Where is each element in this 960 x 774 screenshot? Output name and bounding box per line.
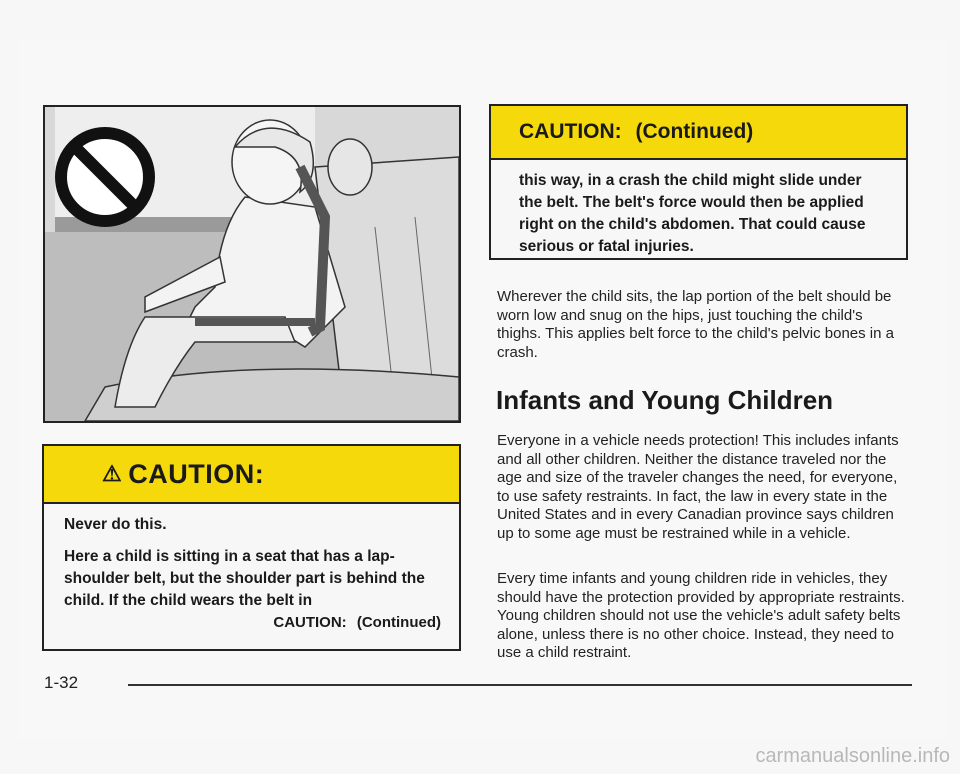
footer-rule bbox=[128, 684, 912, 686]
prohibition-icon bbox=[61, 133, 149, 221]
caution-box-left bbox=[42, 444, 461, 651]
page-number: 1-32 bbox=[44, 673, 79, 692]
caution-continued-text: this way, in a crash the child might slide under the belt. The belt's force would then be applied right on the child's abdomen. That could cause serious or fatal injuries. bbox=[519, 172, 866, 255]
warning-triangle-icon: ⚠ bbox=[102, 461, 123, 486]
paragraph-lap-belt: Wherever the child sits, the lap portion of the belt should be worn low and snug on the hips, just touching the child's thighs. This applies belt force to the child's pelvic bones in a crash. bbox=[497, 288, 894, 361]
caution-banner bbox=[44, 446, 459, 504]
paragraph-everyone: Everyone in a vehicle needs protection! This includes infants and all other children. Neither the distance traveled nor the age and size of the traveler changes the need, for everyone, to use safety restraints. In fact, the law in every state in the United States and in every Canadian province says children up to some age must be restrained while in a vehicle. bbox=[497, 432, 899, 542]
caution-continued-banner: CAUTION: (Continued) bbox=[491, 106, 906, 160]
caution-box-right bbox=[489, 104, 908, 260]
child-seatbelt-illustration bbox=[43, 105, 461, 423]
caution-continued-label: CAUTION: (Continued) bbox=[273, 614, 441, 631]
watermark: carmanualsonline.info bbox=[755, 745, 950, 767]
paragraph-every-time: Every time infants and young children ride in vehicles, they should have the protection provided by appropriate restraints. Young children should not use the vehicle's adult safety belts alone, unless there is no other choice. Instead, they need to use a child restraint. bbox=[497, 570, 905, 661]
caution-text-2: Here a child is sitting in a seat that has a lap-shoulder belt, but the shoulder part is behind the child. If the child wears the belt in bbox=[64, 548, 425, 609]
section-heading: Infants and Young Children bbox=[496, 385, 834, 415]
caution-text-1: Never do this. bbox=[64, 516, 167, 533]
caution-title: CAUTION: bbox=[128, 458, 265, 489]
